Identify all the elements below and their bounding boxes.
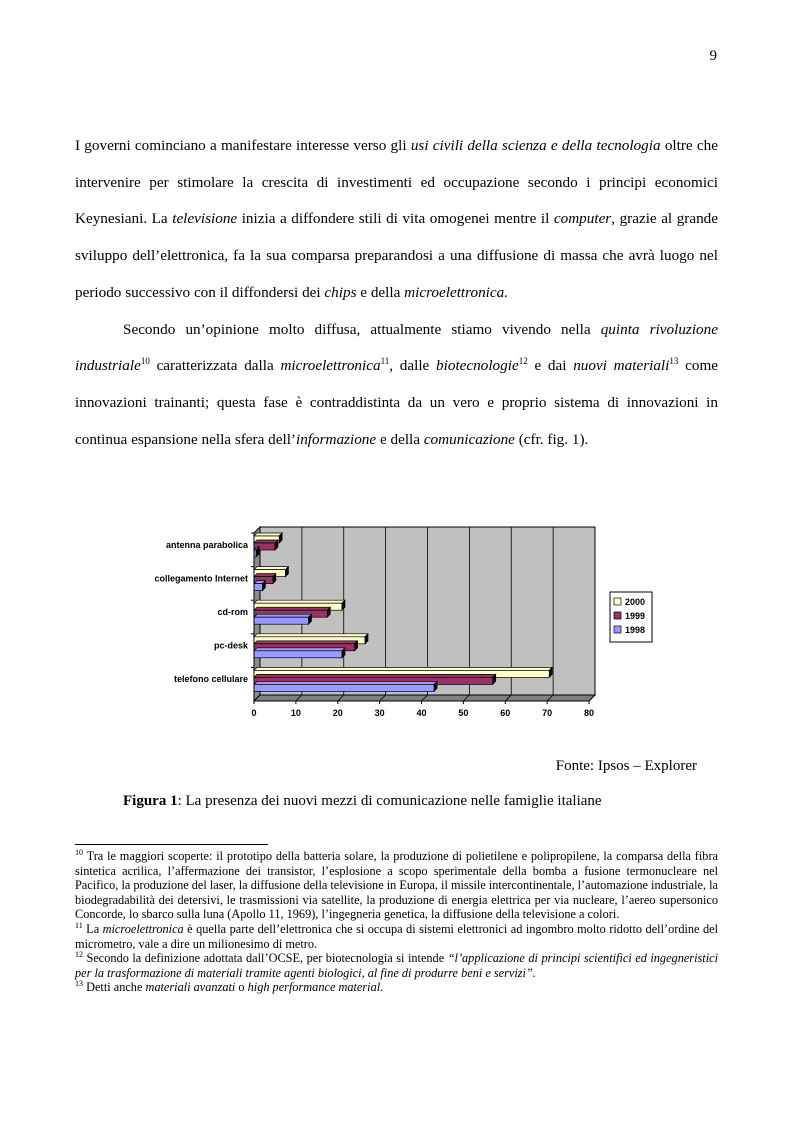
footnote-12-text-1: Secondo la definizione adottata dall’OCSE, per biotecnologia si intende [83, 951, 448, 966]
footnote-ref-13[interactable]: 13 [669, 356, 679, 367]
p2-text-1: Secondo un’opinione molto diffusa, attualmente stiamo vivendo nella [123, 320, 601, 338]
page-number: 9 [709, 48, 717, 64]
p1-emphasis-4: chips [324, 283, 357, 301]
p1-text-2: oltre che intervenire per stimolare la crescita di investimenti ed occupazione secondo i principi economici Keynesiani. La [75, 137, 718, 228]
footnote-11-text-1: La [82, 921, 103, 936]
chart-x-tick-label: 20 [332, 708, 343, 718]
chart-x-tick-label: 10 [290, 708, 301, 718]
chart-category-label: collegamento Internet [154, 573, 248, 584]
chart-bar-top [254, 681, 437, 684]
footnote-ref-11[interactable]: 11 [380, 356, 390, 367]
chart-bar-top [254, 634, 368, 637]
chart-x-tick-label: 80 [583, 708, 595, 718]
chart-x-tick-label: 60 [500, 708, 511, 718]
chart-legend-label: 2000 [625, 597, 646, 607]
footnote-13-text-1: Detti anche [83, 980, 146, 995]
chart-category-label: pc-desk [213, 640, 248, 651]
chart-legend-swatch [614, 626, 621, 633]
footnote-ref-10[interactable]: 10 [140, 356, 150, 367]
footnote-13-text-2: o [235, 980, 248, 995]
p2-emphasis-5: informazione [295, 430, 377, 448]
p2-emphasis-2: microelettronica [280, 357, 381, 375]
p2-emphasis-3: biotecnologie [436, 357, 519, 375]
p1-emphasis-3: computer [553, 210, 612, 228]
chart-bar [254, 651, 342, 658]
chart-bar-top [254, 614, 311, 617]
chart-x-tick-label: 70 [542, 708, 553, 718]
p2-text-6: e della [376, 430, 424, 448]
footnote-13-number: 13 [75, 979, 83, 989]
chart-bar-top [254, 540, 278, 543]
chart-x-tick-label: 0 [251, 708, 257, 718]
figure-source: Fonte: Ipsos – Explorer [555, 758, 697, 774]
footnote-13-emphasis-1: materiali avanzati [145, 980, 236, 995]
p1-emphasis-2: televisione [172, 210, 238, 228]
chart-bar-top [254, 648, 345, 651]
p2-emphasis-1: quinta rivoluzione industriale [75, 320, 718, 375]
chart-bar-top [254, 607, 330, 610]
footnote-10-number: 10 [75, 848, 83, 857]
footnote-ref-12[interactable]: 12 [518, 356, 528, 367]
footnote-12-emphasis: “l’applicazione di principi scientifici ed ingegneristici per la trasformazione di materiali tramite agenti biologici, al fine di produrre beni e servizi”. [75, 951, 718, 980]
chart-x-tick-label: 30 [374, 708, 385, 718]
caption-text: : La presenza dei nuovi mezzi di comunicazione nelle famiglie italiane [177, 793, 602, 809]
footnote-11-number: 11 [75, 920, 83, 930]
chart-x-tick-label: 40 [416, 708, 427, 718]
chart-legend-label: 1999 [625, 611, 646, 621]
chart-bar [254, 617, 308, 624]
chart-bar [254, 584, 262, 591]
chart-bar [254, 684, 434, 691]
bar-chart [130, 515, 670, 725]
p2-emphasis-4: nuovi materiali [573, 357, 670, 375]
footnote-13 [75, 980, 718, 995]
footnote-11-text-2: è quella parte dell’elettronica che si occupa di sistemi elettronici ad ingombro molto ridotto dell’ordine del micrometro, vale a dire un milionesimo di metro. [75, 921, 718, 951]
chart-bar-top [254, 667, 552, 670]
footnote-13-emphasis-2: high performance material. [247, 980, 384, 995]
p1-emphasis-5: microelettronica. [404, 283, 509, 301]
footnote-separator [75, 844, 268, 845]
chart-x-tick-label: 50 [458, 708, 469, 718]
footnote-11 [75, 922, 718, 951]
footnotes [75, 849, 718, 995]
footnote-10 [75, 849, 718, 922]
p2-text-5: come innovazioni trainanti; questa fase è contraddistinta da un vero e proprio sistema di innovazioni in continua espansione nella sfera dell’ [75, 357, 718, 448]
chart-legend-label: 1998 [625, 625, 646, 635]
p1-text-5: e della [356, 283, 405, 301]
chart-legend-swatch [614, 598, 621, 605]
p2-emphasis-6: comunicazione [423, 430, 515, 448]
chart-bar-top [254, 600, 345, 603]
caption-label: Figura 1 [123, 793, 178, 809]
p2-text-4: e dai [527, 357, 574, 375]
body-text [75, 128, 718, 458]
p2-text-2: caratterizzata dalla [149, 357, 281, 375]
footnote-12-number: 12 [75, 950, 83, 960]
chart-bar-top [254, 533, 282, 536]
chart-category-label: telefono cellulare [173, 674, 248, 685]
p1-emphasis-1: usi civili della scienza e della tecnologia [410, 137, 661, 154]
chart-category-label: antenna parabolica [165, 539, 248, 550]
chart-bar-top [254, 641, 358, 644]
chart-category-label: cd-rom [217, 607, 248, 617]
paragraph-1 [75, 128, 718, 312]
chart-bar-top [254, 574, 276, 577]
footnote-12 [75, 951, 718, 980]
p2-text-7: (cfr. fig. 1). [514, 430, 589, 448]
footnote-10-text: Tra le maggiori scoperte: il prototipo della batteria solare, la produzione di polietilene e polipropilene, la comparsa della fibra sintetica acrilica, l’affermazione dei transistor, l’esplosione a scopo sperimentale della bomba a fusione termonucleare nel Pacifico, la produzione del laser, la diffusione della televisione in Europa, il missile intercontinentale, l’automazione industriale, la biodegradabilità dei detersivi, le trasmissioni via satellite, la produzione di energia elettrica per via nucleare, l’aereo supersonico Concorde, lo sbarco sulla luna (Apollo 11, 1969), l’ingegneria genetica, la diffusione della televisione a colori. [75, 849, 718, 922]
p2-text-3: , dalle [389, 357, 437, 375]
figure-caption [123, 793, 602, 810]
footnote-11-emphasis: microelettronica [102, 921, 184, 936]
paragraph-2 [75, 312, 718, 459]
p1-text-3: inizia a diffondere stili di vita omogenei mentre il [237, 210, 554, 228]
p1-text-1: I governi cominciano a manifestare interesse verso gli [75, 137, 411, 154]
chart-bar-top [254, 567, 288, 570]
p1-text-4: , grazie al grande sviluppo dell’elettronica, fa la sua comparsa preparandosi a una diffusione di massa che avrà luogo nel periodo successivo con il diffondersi dei [75, 210, 719, 301]
chart-legend-swatch [614, 612, 621, 619]
chart-bar-top [254, 674, 496, 677]
